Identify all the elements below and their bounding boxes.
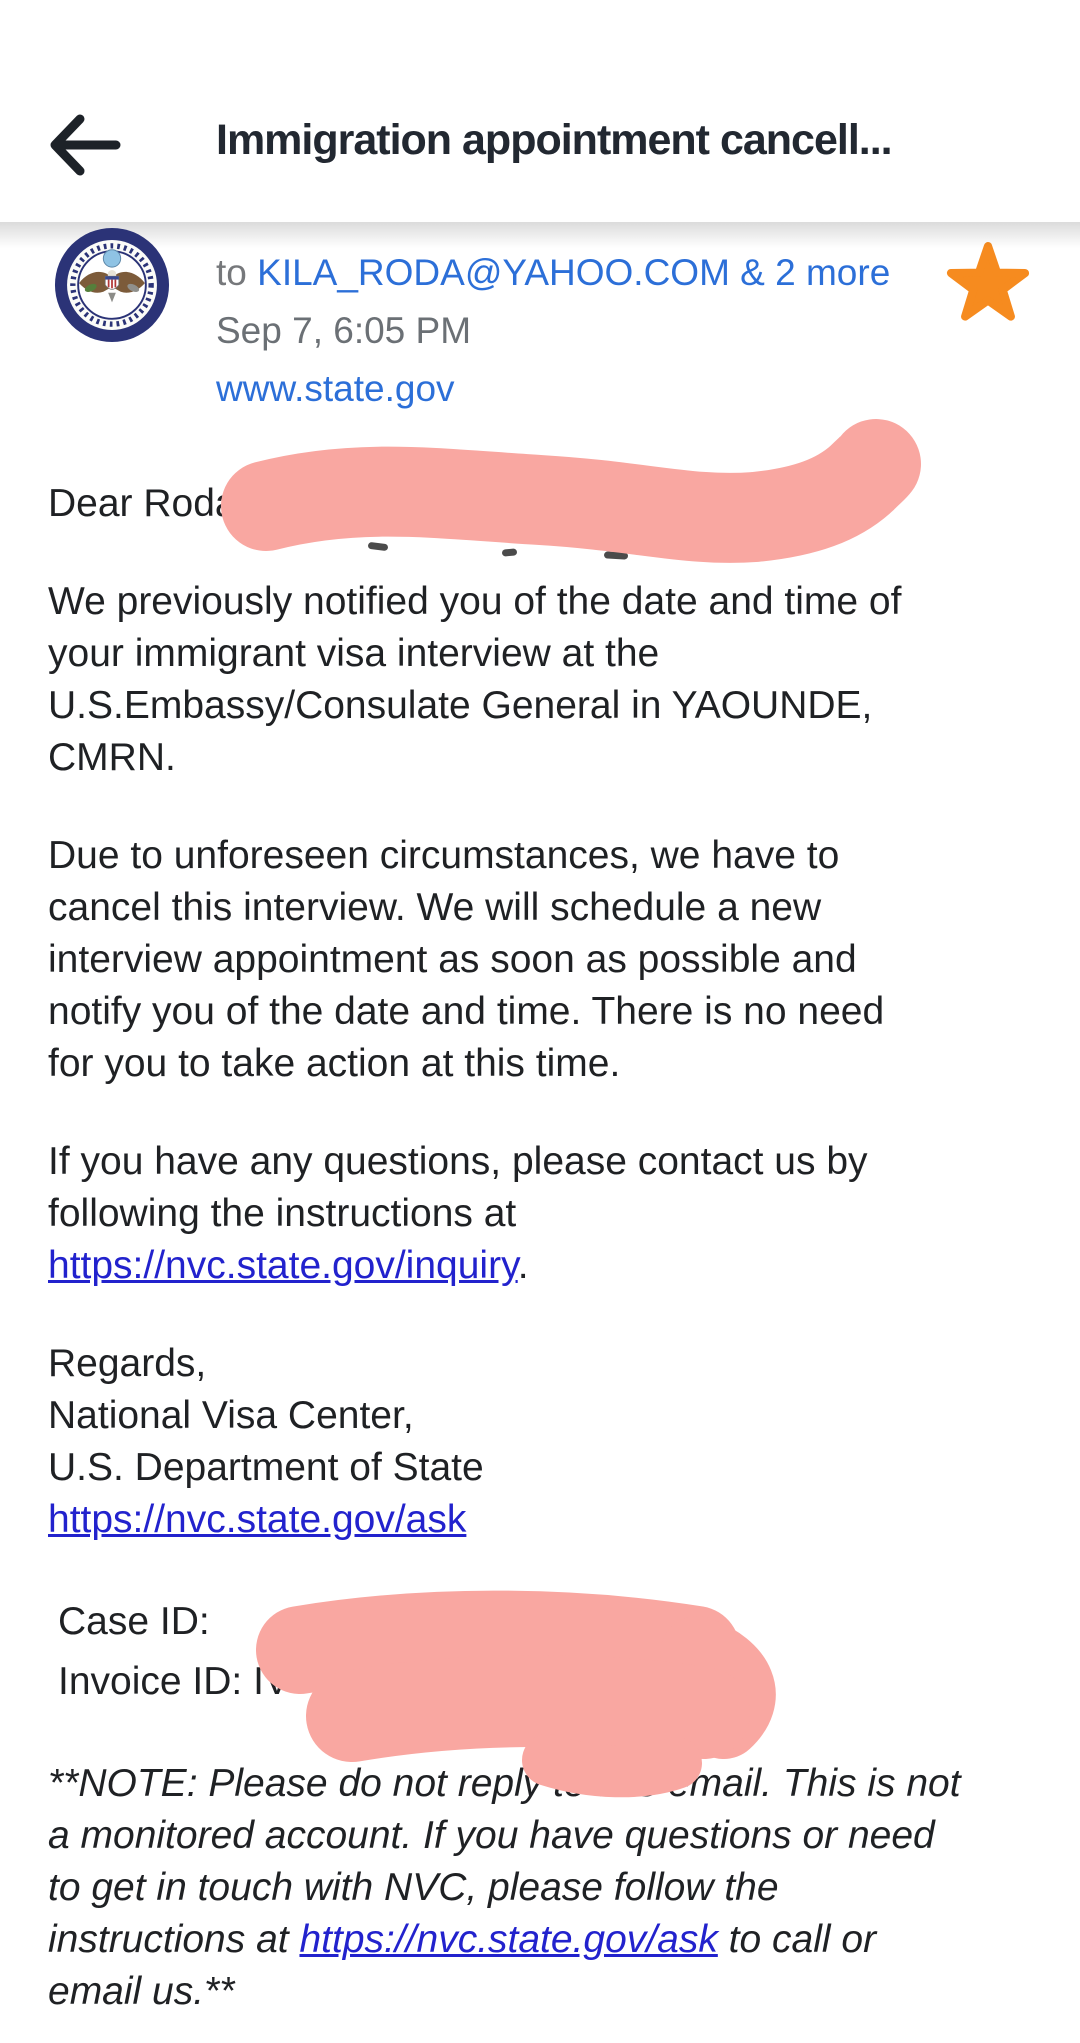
timestamp: Sep 7, 6:05 PM: [216, 310, 472, 351]
body-text-line: [48, 1810, 1048, 1862]
star-icon: [944, 312, 1032, 327]
body-link[interactable]: https://nvc.state.gov/ask: [48, 1498, 467, 1541]
body-text: instructions at: [48, 1918, 300, 1961]
body-text: a monitored account. If you have questions or need: [48, 1814, 935, 1857]
body-text: **NOTE: Please do not reply to this email. This is not: [48, 1762, 961, 1805]
case-reference-block: [58, 1592, 1048, 1712]
body-text: If you have any questions, please contact us by: [48, 1140, 868, 1183]
body-text: your immigrant visa interview at the: [48, 632, 660, 675]
email-body: [48, 478, 1048, 2043]
cancellation-paragraph: [48, 830, 1048, 1090]
us-department-of-state-seal-icon: [54, 330, 170, 347]
app-bar: [0, 0, 1080, 222]
sender-avatar[interactable]: [54, 227, 170, 343]
body-text-line: [48, 882, 1048, 934]
body-text-line: [48, 1188, 1048, 1240]
body-text: Dear Roda: [48, 482, 237, 525]
body-text: following the instructions at: [48, 1192, 517, 1235]
body-text-line: [48, 1390, 1048, 1442]
salutation: [48, 478, 1048, 530]
arrow-left-icon: [46, 168, 124, 183]
body-text-line: [48, 830, 1048, 882]
body-text: Invoice ID: IV: [58, 1660, 290, 1703]
body-text-line: [48, 934, 1048, 986]
body-link[interactable]: https://nvc.state.gov/ask: [299, 1918, 718, 1961]
signature-block: [48, 1338, 1048, 1546]
body-text: We previously notified you of the date and time of: [48, 580, 902, 623]
body-link[interactable]: https://nvc.state.gov/inquiry: [48, 1244, 518, 1287]
body-text-line: [48, 1240, 1048, 1292]
body-text: for you to take action at this time.: [48, 1042, 621, 1085]
body-text-line: [48, 478, 1048, 530]
recipient-line[interactable]: [216, 250, 890, 296]
body-text-line: [48, 1862, 1048, 1914]
previous-notification-paragraph: [48, 576, 1048, 784]
body-text-line: [48, 680, 1048, 732]
body-text-line: [48, 1758, 1048, 1810]
body-text-line: [48, 1136, 1048, 1188]
body-text: Case ID:: [58, 1600, 210, 1643]
body-text: National Visa Center,: [48, 1394, 414, 1437]
body-text: .: [517, 1244, 529, 1287]
body-text: U.S. Department of State: [48, 1446, 484, 1489]
body-text: Due to unforeseen circumstances, we have to: [48, 834, 840, 877]
body-text-line: [48, 1338, 1048, 1390]
contact-instructions-paragraph: [48, 1136, 1048, 1292]
body-text-line: [48, 1442, 1048, 1494]
recipients-link[interactable]: KILA_RODA@YAHOO.COM & 2 more: [257, 252, 891, 293]
body-text: to call or: [717, 1918, 877, 1961]
body-text: cancel this interview. We will schedule a new: [48, 886, 822, 929]
body-text: CMRN.: [48, 736, 176, 779]
body-text-line: [48, 576, 1048, 628]
body-text-line: [48, 1966, 1048, 2018]
body-text-line: [48, 986, 1048, 1038]
body-text-line: [48, 732, 1048, 784]
body-text-line: [48, 1038, 1048, 1090]
body-text: interview appointment as soon as possible and: [48, 938, 857, 981]
sender-domain-link[interactable]: www.state.gov: [216, 368, 455, 409]
body-text: U.S.Embassy/Consulate General in YAOUNDE,: [48, 684, 873, 727]
body-text-line: [48, 1914, 1048, 1966]
body-text: to get in touch with NVC, please follow the: [48, 1866, 779, 1909]
body-text-line: [58, 1652, 1048, 1712]
redacted-text-fragment: [604, 551, 628, 559]
star-toggle-button[interactable]: [942, 238, 1034, 328]
back-button[interactable]: [46, 110, 124, 180]
email-subject-title: Immigration appointment cancell...: [216, 116, 892, 164]
body-text: Regards,: [48, 1342, 207, 1385]
body-text-line: [58, 1592, 1048, 1652]
to-label: to: [216, 252, 247, 293]
body-text-line: [48, 1494, 1048, 1546]
sender-domain-line: [216, 366, 455, 412]
body-text: email us.**: [48, 1970, 235, 2013]
no-reply-note: [48, 1758, 1048, 2018]
body-text-line: [48, 628, 1048, 680]
body-text: notify you of the date and time. There is no need: [48, 990, 885, 1033]
